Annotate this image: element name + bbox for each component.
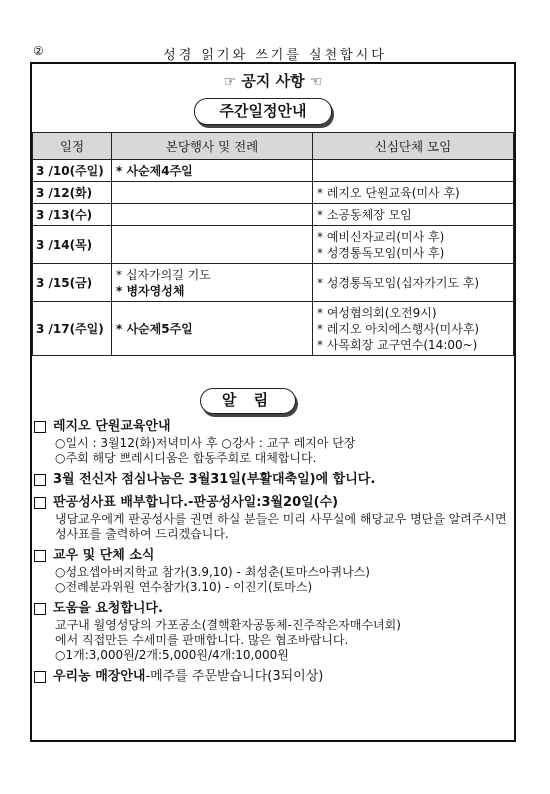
weekly-schedule-table bbox=[32, 132, 514, 356]
announcement-heading bbox=[34, 418, 512, 436]
table-row bbox=[33, 160, 514, 182]
parish-events-cell bbox=[112, 264, 313, 302]
schedule-date: 3 /14(목) bbox=[33, 226, 112, 264]
announcement-heading bbox=[34, 494, 512, 512]
announcement-line: 교구내 월영성당의 가포공소(결핵환자공동체-진주작은자매수녀회) bbox=[55, 618, 401, 632]
group-meeting: * 성경통독모임(십자가기도 후) bbox=[317, 275, 480, 290]
group-meetings-cell bbox=[313, 204, 514, 226]
group-meetings-cell bbox=[313, 302, 514, 356]
announcement-item bbox=[34, 547, 512, 595]
table-row bbox=[33, 302, 514, 356]
group-meeting: * 사목회장 교구연수(14:00~) bbox=[317, 337, 478, 352]
page-number: ② bbox=[33, 44, 44, 58]
announcement-heading bbox=[34, 471, 512, 489]
announcement-title: 우리농 매장안내 bbox=[53, 669, 146, 684]
announcement-suffix: -메주를 주문받습니다(3되이상) bbox=[145, 669, 324, 684]
table-row bbox=[33, 204, 514, 226]
announcement-heading bbox=[34, 668, 512, 686]
announcement-heading bbox=[34, 547, 512, 565]
parish-events-cell bbox=[112, 204, 313, 226]
announcement-title: 3월 전신자 점심나눔은 3월31일(부활대축일)에 합니다. bbox=[53, 472, 376, 487]
parish-event: * 십자가의길 기도 bbox=[116, 267, 211, 282]
parish-event: * 병자영성체 bbox=[116, 283, 185, 298]
announcement-line: ○전례분과위원 연수참가(3.10) - 이진기(토마스) bbox=[55, 580, 313, 594]
column-header-date: 일정 bbox=[33, 133, 112, 160]
group-meetings-cell bbox=[313, 226, 514, 264]
table-header-row bbox=[33, 133, 514, 160]
parish-event: * 사순제5주일 bbox=[116, 321, 193, 336]
announcement-line: ○주회 해당 쁘레시디움은 합동주회로 대체합니다. bbox=[55, 451, 317, 465]
schedule-date: 3 /17(주일) bbox=[33, 302, 112, 356]
group-meetings-cell bbox=[313, 160, 514, 182]
announcement-title: 도움을 요청합니다. bbox=[53, 601, 163, 616]
notice-heading bbox=[32, 70, 514, 91]
announcement-line: ○1개:3,000원/2개:5,000원/4개:10,000원 bbox=[55, 648, 289, 662]
parish-events-cell bbox=[112, 302, 313, 356]
group-meeting: * 여성협의회(오전9시) bbox=[317, 305, 437, 320]
announcement-item bbox=[34, 418, 512, 466]
notice-title: 공지 사항 bbox=[241, 72, 305, 90]
announcement-item bbox=[34, 471, 512, 489]
column-header-parish: 본당행사 및 전례 bbox=[112, 133, 313, 160]
schedule-date: 3 /13(수) bbox=[33, 204, 112, 226]
square-bullet-icon bbox=[34, 497, 46, 509]
announcement-title: 교우 및 단체 소식 bbox=[53, 548, 155, 563]
parish-events-cell bbox=[112, 182, 313, 204]
weekly-schedule-title: 주간일정안내 bbox=[194, 98, 332, 125]
square-bullet-icon bbox=[34, 421, 46, 433]
announcement-list bbox=[34, 418, 512, 691]
parish-events-cell bbox=[112, 226, 313, 264]
announcement-line: ○일시 : 3월12(화)저녁미사 후 ○강사 : 교구 레지아 단장 bbox=[55, 436, 356, 450]
announcement-item bbox=[34, 668, 512, 686]
table-row bbox=[33, 182, 514, 204]
square-bullet-icon bbox=[34, 603, 46, 615]
group-meeting: * 예비신자교리(미사 후) bbox=[317, 229, 445, 244]
group-meeting: * 레지오 아치에스행사(미사후) bbox=[317, 321, 480, 336]
group-meeting: * 소공동체장 모임 bbox=[317, 207, 412, 222]
announcement-line: ○성요셉아버지학교 참가(3.9,10) - 최성춘(토마스아퀴나스) bbox=[55, 565, 370, 579]
table-row bbox=[33, 264, 514, 302]
square-bullet-icon bbox=[34, 550, 46, 562]
announcement-line: 냉담교우에게 판공성사를 권면 하실 분들은 미리 사무실에 해당교우 명단을 알려주시면 성사표를 출력하여 드리겠습니다. bbox=[55, 512, 507, 541]
table-row bbox=[33, 226, 514, 264]
schedule-date: 3 /10(주일) bbox=[33, 160, 112, 182]
pointing-hand-left-icon: ☜ bbox=[309, 74, 323, 90]
group-meetings-cell bbox=[313, 182, 514, 204]
announcement-title: 레지오 단원교육안내 bbox=[53, 419, 171, 434]
group-meeting: * 성경통독모임(미사 후) bbox=[317, 245, 445, 260]
column-header-groups: 신심단체 모임 bbox=[313, 133, 514, 160]
schedule-date: 3 /12(화) bbox=[33, 182, 112, 204]
motto: 성경 읽기와 쓰기를 실천합시다 bbox=[163, 48, 387, 63]
parish-events-cell bbox=[112, 160, 313, 182]
square-bullet-icon bbox=[34, 474, 46, 486]
pointing-hand-right-icon: ☞ bbox=[223, 74, 237, 90]
announcements-title: 알 림 bbox=[200, 388, 296, 414]
announcement-heading bbox=[34, 600, 512, 618]
bulletin-frame bbox=[30, 62, 516, 742]
announcement-item bbox=[34, 600, 512, 663]
parish-event: * 사순제4주일 bbox=[116, 163, 193, 178]
announcement-item bbox=[34, 494, 512, 542]
schedule-date: 3 /15(금) bbox=[33, 264, 112, 302]
square-bullet-icon bbox=[34, 671, 46, 683]
group-meetings-cell bbox=[313, 264, 514, 302]
announcement-line: 에서 직접만든 수세미를 판매합니다. 많은 협조바랍니다. bbox=[55, 633, 349, 647]
group-meeting: * 레지오 단원교육(미사 후) bbox=[317, 185, 460, 200]
announcement-title: 판공성사표 배부합니다.-판공성사일:3월20일(수) bbox=[53, 495, 339, 510]
